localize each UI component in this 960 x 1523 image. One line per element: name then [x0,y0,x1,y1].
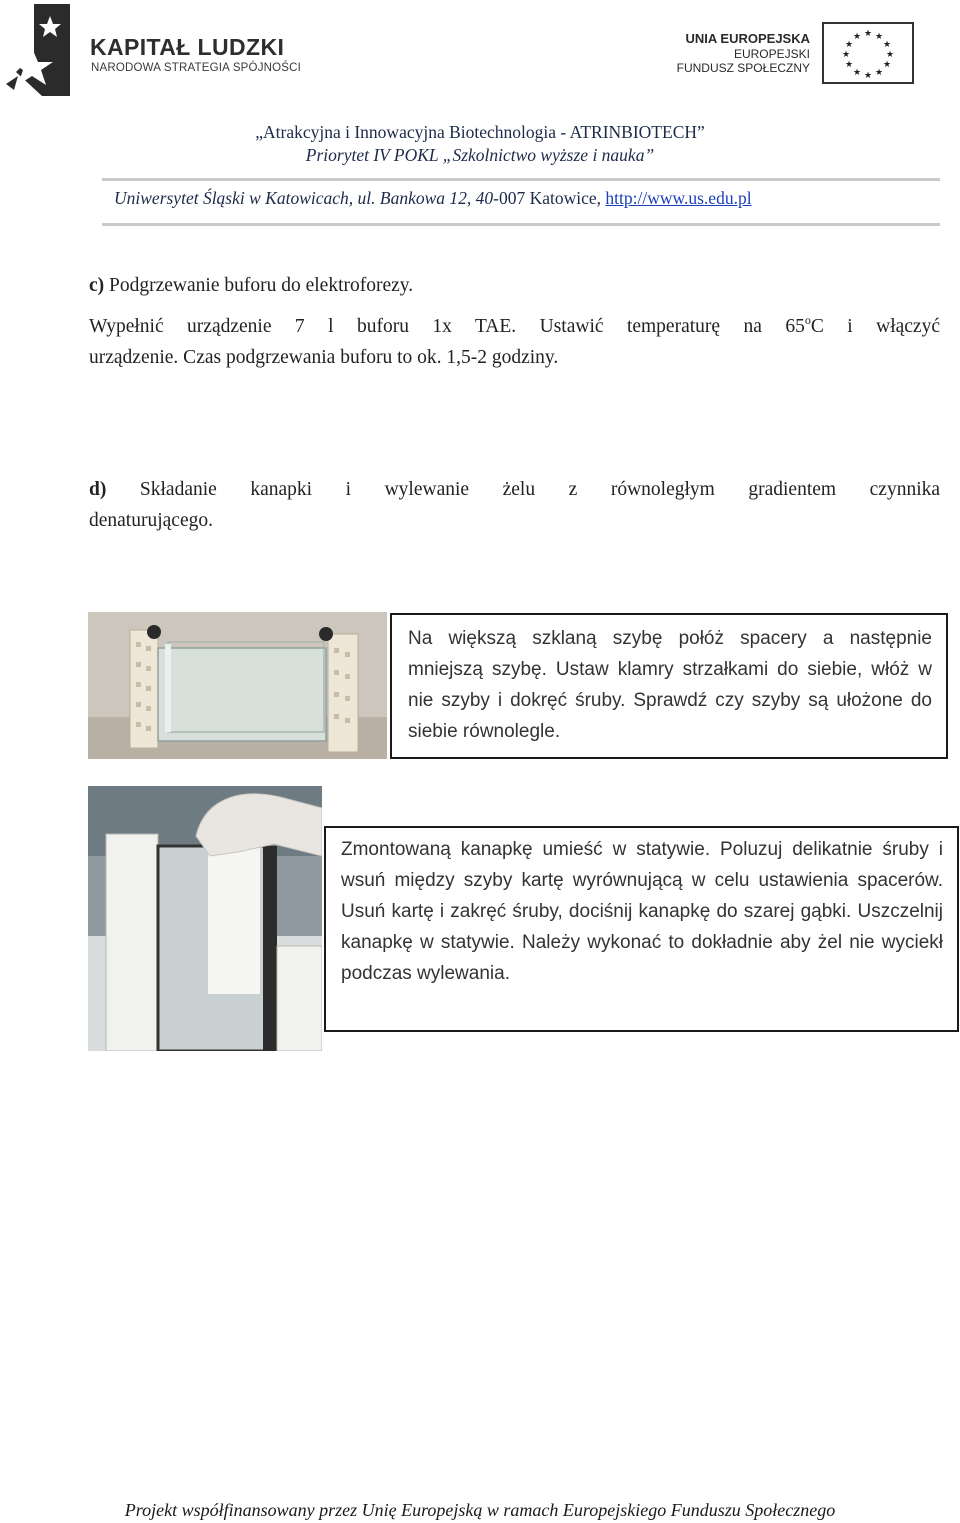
project-priority: Priorytet IV POKL „Szkolnictwo wyższe i nauka” [305,145,655,165]
sandwich-in-stand-photo [88,786,322,1051]
address-italic: Uniwersytet Śląski w Katowicach, ul. Bankowa 12, 40- [114,188,499,208]
svg-text:★: ★ [882,40,892,50]
section-d-heading [89,474,940,505]
eu-flag-icon [822,22,914,84]
eu-logo-line1: UNIA EUROPEJSKA [685,31,810,46]
glass-plates-clamps-photo [88,612,387,759]
section-c-line1 [89,311,940,342]
section-c-line2: urządzenie. Czas podgrzewania buforu to ok. 1,5-2 godziny. [89,347,559,368]
eu-logo-line3: FUNDUSZ SPOŁECZNY [676,61,810,75]
section-d-label: d) [89,479,107,500]
kl-logo-subtitle: NARODOWA STRATEGIA SPÓJNOŚCI [91,62,302,74]
university-address [114,188,752,209]
svg-text:★: ★ [863,29,873,39]
svg-text:★: ★ [863,71,873,81]
degree-sign: o [804,313,811,327]
step1-instruction-box [390,613,948,759]
step2-instruction-box [324,826,959,1032]
section-c-label: c) [89,275,105,296]
svg-text:★: ★ [844,60,854,70]
section-d-title-line2: denaturującego. [89,510,213,531]
header-divider-bottom [102,223,940,226]
footer-cofinancing-note: Projekt współfinansowany przez Unię Europejską w ramach Europejskiego Funduszu Społecznego [124,1500,836,1520]
section-c-heading [89,270,940,301]
kl-logo-title: KAPITAŁ LUDZKI [90,34,285,60]
svg-text:★: ★ [852,32,862,42]
section-c-line1-end: C i włączyć [810,316,940,337]
section-d-title-line1: Składanie kanapki i wylewanie żelu z równoległym gradientem czynnika [139,479,941,500]
address-regular: 007 Katowice, [498,188,606,208]
svg-text:★: ★ [874,32,884,42]
project-title: „Atrakcyjna i Innowacyjna Biotechnologia - ATRINBIOTECH” [255,122,705,142]
section-c-title: Podgrzewanie buforu do elektroforezy. [109,275,414,296]
eu-logo-line2: EUROPEJSKI [733,47,810,61]
step2-text: Zmontowaną kanapkę umieść w statywie. Poluzuj delikatnie śruby i wsuń między szyby kartę wyrównującą w celu ustawienia spacerów. Usuń kartę i zakręć śruby, dociśnij kanapkę do szarej gąbki. Uszczelnij kanapkę w statywie. Należy wykonać to dokładnie aby żel nie wyciekł podczas wylewania. [341,839,943,984]
svg-text:★: ★ [841,50,851,60]
svg-text:★: ★ [885,50,895,60]
step1-text: Na większą szklaną szybę połóż spacery a następnie mniejszą szybę. Ustaw klamry strzałkami do siebie, włóż w nie szyby i dokręć śruby. Sprawdź czy szyby są ułożone do siebie równolegle. [408,628,932,742]
header-divider-top [102,178,940,181]
svg-text:★: ★ [874,68,884,78]
svg-text:★: ★ [852,68,862,78]
svg-text:★: ★ [882,60,892,70]
star-emblem-icon [4,2,90,96]
section-c-line1-text: Wypełnić urządzenie 7 l buforu 1x TAE. Ustawić temperaturę na 65 [89,316,805,337]
svg-text:★: ★ [844,40,854,50]
university-link[interactable]: http://www.us.edu.pl [605,188,752,208]
